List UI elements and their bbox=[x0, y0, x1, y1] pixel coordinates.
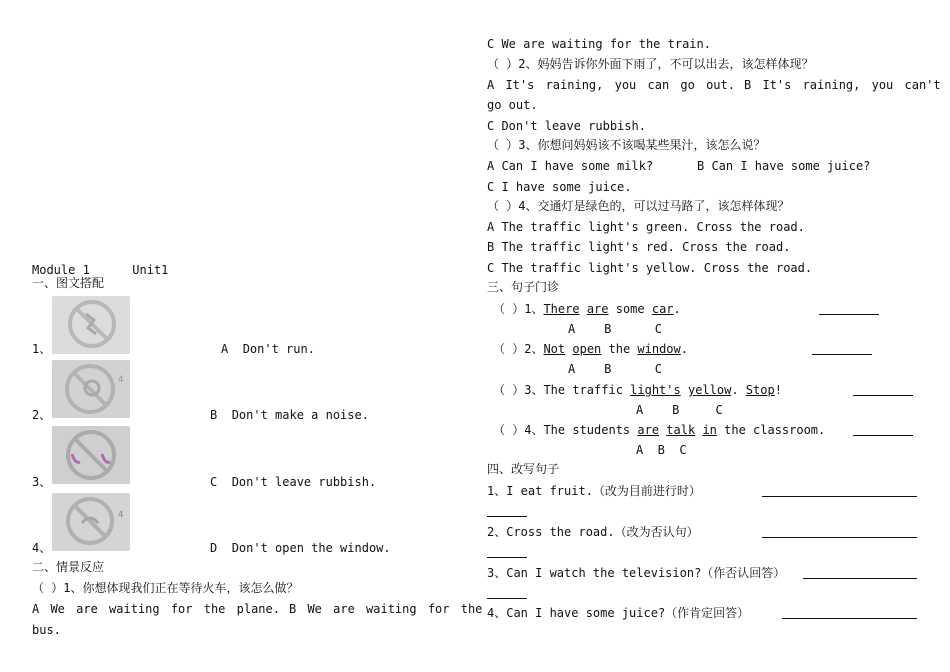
rewrite-item-3: 3、Can I watch the television?（作否认回答） bbox=[487, 566, 786, 580]
rewrite-blank-3-cont[interactable] bbox=[487, 586, 527, 599]
question-1-option-b-cont: bus. bbox=[32, 623, 61, 637]
error-sentence-4 bbox=[493, 423, 825, 437]
rewrite-item-1: 1、I eat fruit.（改为目前进行时） bbox=[487, 484, 701, 498]
answer-paren: （ ）4、 bbox=[493, 423, 544, 437]
question-3-option-b: B Can I have some juice? bbox=[697, 159, 871, 173]
sign-picture-3 bbox=[52, 426, 130, 484]
error-sentence-3 bbox=[493, 383, 782, 397]
option-text: Don't open the window. bbox=[231, 541, 391, 555]
error-word-c: car bbox=[651, 302, 674, 316]
module-title bbox=[32, 263, 168, 277]
match-option-c bbox=[210, 475, 376, 489]
error-word-b: talk bbox=[666, 423, 696, 437]
answer-blank-1[interactable] bbox=[819, 302, 879, 315]
match-number-3: 3、 bbox=[32, 475, 52, 489]
rewrite-item-4: 4、Can I have some juice?（作肯定回答） bbox=[487, 606, 750, 620]
match-option-b bbox=[210, 408, 369, 422]
match-number-1: 1、 bbox=[32, 342, 52, 356]
error-word-b: are bbox=[586, 302, 609, 316]
sentence-text: some bbox=[608, 302, 652, 316]
question-2-option-c: C Don't leave rubbish. bbox=[487, 119, 646, 133]
question-2-stem: （ ）2、妈妈告诉你外面下雨了，不可以出去，该怎样体现？ bbox=[487, 57, 814, 71]
question-2-option-b: B It's raining, you can't bbox=[744, 78, 941, 92]
answer-blank-2[interactable] bbox=[812, 342, 872, 355]
sign-picture-2 bbox=[52, 360, 130, 418]
sentence-text: The traffic bbox=[543, 383, 631, 397]
option-letter: D bbox=[210, 541, 218, 555]
section-4-title: 四、改写句子 bbox=[487, 462, 560, 476]
error-word-b: open bbox=[572, 342, 602, 356]
error-word-c: window bbox=[637, 342, 681, 356]
error-word-a: are bbox=[637, 423, 660, 437]
question-4-stem: （ ）4、交通灯是绿色的，可以过马路了，该怎样体现？ bbox=[487, 199, 790, 213]
sentence-text: the bbox=[601, 342, 638, 356]
sentence-text: ! bbox=[774, 383, 782, 397]
rewrite-blank-2[interactable] bbox=[762, 525, 917, 538]
svg-text:4: 4 bbox=[118, 510, 124, 520]
option-text: Don't leave rubbish. bbox=[231, 475, 377, 489]
svg-text:4: 4 bbox=[118, 375, 124, 385]
match-option-d bbox=[210, 541, 391, 555]
answer-paren: （ ）1、 bbox=[493, 302, 544, 316]
question-4-option-b: B The traffic light's red. Cross the road. bbox=[487, 240, 791, 254]
section-2-title: 二、情景反应 bbox=[32, 560, 105, 574]
question-4-option-c: C The traffic light's yellow. Cross the road. bbox=[487, 261, 813, 275]
section-1-title: 一、图文搭配 bbox=[32, 276, 105, 290]
sentence-text bbox=[681, 383, 688, 397]
answer-paren: （ ）3、 bbox=[493, 383, 544, 397]
question-2-option-b-cont: go out. bbox=[487, 98, 538, 112]
question-3-option-a: A Can I have some milk? bbox=[487, 159, 654, 173]
sentence-text: . bbox=[680, 342, 688, 356]
error-sentence-1 bbox=[493, 302, 681, 316]
rewrite-blank-4[interactable] bbox=[782, 606, 917, 619]
question-2-option-a: A It's raining, you can go out. bbox=[487, 78, 735, 92]
error-labels-2: A B C bbox=[568, 362, 662, 376]
sentence-text: . bbox=[731, 383, 746, 397]
question-1-stem: （ ）1、你想体现我们正在等待火车，该怎么做？ bbox=[32, 581, 299, 595]
error-word-c: in bbox=[702, 423, 717, 437]
rewrite-blank-1[interactable] bbox=[762, 484, 917, 497]
match-number-4: 4、 bbox=[32, 541, 52, 555]
sign-picture-1 bbox=[52, 296, 130, 354]
rewrite-blank-3[interactable] bbox=[803, 566, 917, 579]
answer-blank-4[interactable] bbox=[853, 423, 913, 436]
rewrite-blank-2-cont[interactable] bbox=[487, 545, 527, 558]
answer-paren: （ ）2、 bbox=[493, 342, 544, 356]
sentence-text: . bbox=[673, 302, 681, 316]
option-text: Don't run. bbox=[242, 342, 315, 356]
rewrite-item-2: 2、Cross the road.（改为否认句） bbox=[487, 525, 699, 539]
question-3-option-c: C I have some juice. bbox=[487, 180, 632, 194]
question-3-stem: （ ）3、你想问妈妈该不该喝某些果汁，该怎么说？ bbox=[487, 138, 766, 152]
option-text: Don't make a noise. bbox=[231, 408, 369, 422]
sentence-text: The students bbox=[543, 423, 638, 437]
error-labels-1: A B C bbox=[568, 322, 662, 336]
error-word-c: Stop bbox=[745, 383, 775, 397]
rewrite-blank-1-cont[interactable] bbox=[487, 504, 527, 517]
error-labels-3: A B C bbox=[636, 403, 723, 417]
match-number-2: 2、 bbox=[32, 408, 52, 422]
question-1-option-b: B We are waiting for the bbox=[289, 602, 483, 616]
module-label: Module 1 bbox=[32, 263, 90, 277]
error-word-a: light's bbox=[630, 383, 681, 397]
option-letter: B bbox=[210, 408, 218, 422]
answer-blank-3[interactable] bbox=[853, 383, 913, 396]
sentence-text bbox=[580, 302, 587, 316]
unit-label: Unit1 bbox=[132, 263, 169, 277]
option-letter: C bbox=[210, 475, 218, 489]
error-word-a: There bbox=[543, 302, 580, 316]
error-labels-4: A B C bbox=[636, 443, 687, 457]
error-word-b: yellow bbox=[687, 383, 732, 397]
section-3-title: 三、句子门诊 bbox=[487, 280, 560, 294]
question-4-option-a: A The traffic light's green. Cross the road. bbox=[487, 220, 805, 234]
match-option-a bbox=[221, 342, 315, 356]
sign-picture-4 bbox=[52, 493, 130, 551]
sentence-text: the classroom. bbox=[716, 423, 826, 437]
question-1-option-c: C We are waiting for the train. bbox=[487, 37, 711, 51]
option-letter: A bbox=[221, 342, 229, 356]
question-1-option-a: A We are waiting for the plane. bbox=[32, 602, 280, 616]
error-word-a: Not bbox=[543, 342, 566, 356]
error-sentence-2 bbox=[493, 342, 688, 356]
